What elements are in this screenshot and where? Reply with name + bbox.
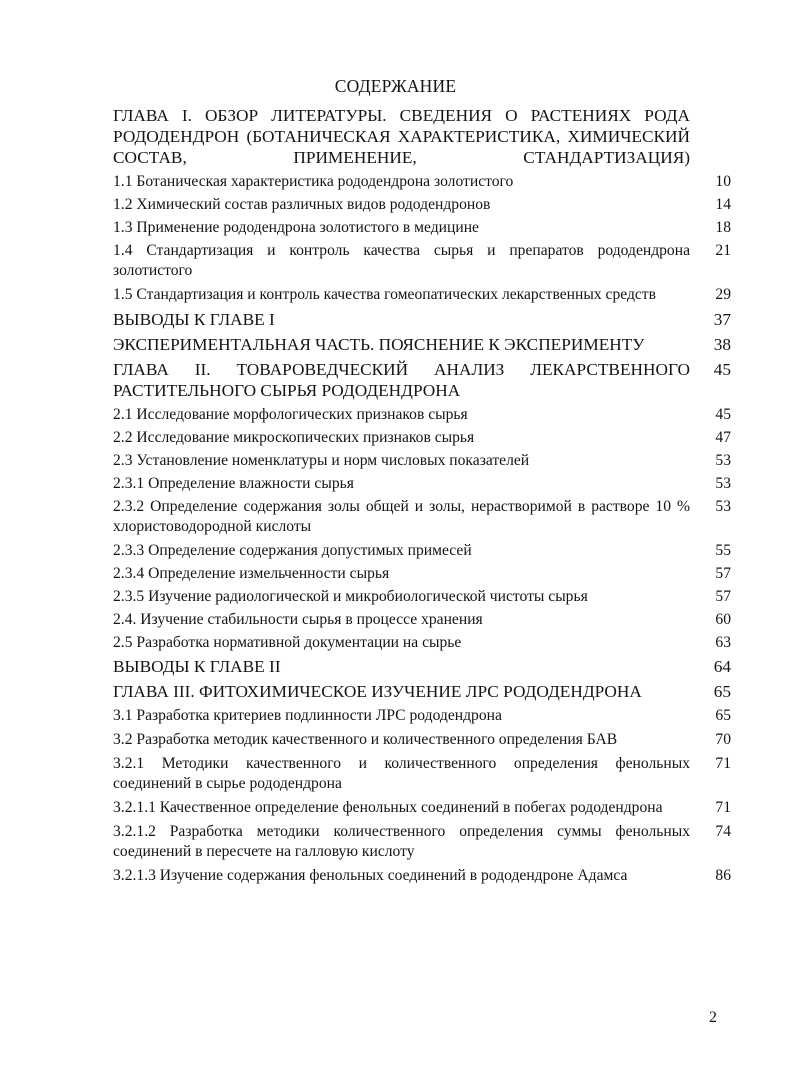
toc-entry-text: 3.2 Разработка методик качественного и количественного определения БАВ: [113, 731, 618, 748]
toc-entry: [113, 241, 731, 281]
toc-entry-page: 71: [715, 799, 731, 816]
toc-entry: [113, 587, 731, 607]
toc-entry: [113, 405, 731, 425]
toc-entry-page: 10: [715, 173, 731, 190]
toc-entry-text: 2.3.5 Изучение радиологической и микробиологической чистоты сырья: [113, 588, 588, 605]
toc-entry: [113, 497, 731, 537]
table-of-contents: [113, 105, 731, 889]
toc-entry-page: 57: [715, 588, 731, 605]
toc-entry-text: 2.3.2 Определение содержания золы общей и золы, нерастворимой в растворе 10 % хлористоводородной кислоты: [113, 498, 690, 535]
toc-entry-text: ГЛАВА I. ОБЗОР ЛИТЕРАТУРЫ. СВЕДЕНИЯ О РАСТЕНИЯХ РОДА РОДОДЕНДРОН (БОТАНИЧЕСКАЯ ХАРАКТЕРИСТИКА, ХИМИЧЕСКИЙ СОСТАВ, ПРИМЕНЕНИЕ, СТАНДАРТИЗАЦИЯ): [113, 106, 690, 167]
toc-entry-page: 21: [715, 242, 731, 259]
toc-entry-text: 2.2 Исследование микроскопических признаков сырья: [113, 429, 475, 446]
toc-entry-text: ГЛАВА II. ТОВАРОВЕДЧЕСКИЙ АНАЛИЗ ЛЕКАРСТВЕННОГО РАСТИТЕЛЬНОГО СЫРЬЯ РОДОДЕНДРОНА: [113, 360, 690, 400]
toc-entry-text: 2.3 Установление номенклатуры и норм числовых показателей: [113, 452, 530, 469]
toc-entry: [113, 428, 731, 448]
toc-entry-text: 3.1 Разработка критериев подлинности ЛРС рододендрона: [113, 707, 502, 724]
toc-entry: [113, 822, 731, 862]
toc-entry-page: 71: [715, 755, 731, 772]
toc-entry: [113, 633, 731, 653]
toc-entry-experimental-part: [113, 334, 731, 355]
toc-entry-chapter-1: [113, 105, 731, 168]
toc-entry: [113, 285, 731, 305]
toc-entry-page: 45: [713, 360, 731, 379]
toc-entry-text: ВЫВОДЫ К ГЛАВЕ I: [113, 310, 275, 329]
toc-entry-page: 60: [715, 611, 731, 628]
toc-entry-page: 14: [715, 196, 731, 213]
toc-entry-page: 37: [713, 310, 731, 329]
toc-entry-page: 74: [715, 823, 731, 840]
toc-entry-chapter-3: [113, 681, 731, 702]
toc-entry: [113, 474, 731, 494]
toc-entry-text: 1.5 Стандартизация и контроль качества гомеопатических лекарственных средств: [113, 286, 656, 303]
toc-entry-text: 3.2.1.2 Разработка методики количественного определения суммы фенольных соединений в пересчете на галловую кислоту: [113, 823, 690, 860]
toc-entry-text: 3.2.1.1 Качественное определение фенольных соединений в побегах рододендрона: [113, 799, 663, 816]
toc-entry: [113, 866, 731, 886]
toc-entry-page: 65: [713, 682, 731, 701]
toc-entry-page: 63: [715, 634, 731, 651]
toc-entry: [113, 730, 731, 750]
toc-entry-text: 1.3 Применение рододендрона золотистого в медицине: [113, 219, 479, 236]
toc-entry: [113, 172, 731, 192]
toc-entry-text: 1.2 Химический состав различных видов рододендронов: [113, 196, 491, 213]
toc-entry-text: ВЫВОДЫ К ГЛАВЕ II: [113, 657, 281, 676]
toc-entry-page: 18: [715, 219, 731, 236]
toc-entry-page: 53: [715, 475, 731, 492]
toc-entry-text: 3.2.1 Методики качественного и количественного определения фенольных соединений в сырье рододендрона: [113, 755, 690, 792]
toc-entry: [113, 798, 731, 818]
toc-entry-page: 57: [715, 565, 731, 582]
toc-entry-page: 29: [715, 286, 731, 303]
toc-entry-text: 2.5 Разработка нормативной документации на сырье: [113, 634, 462, 651]
toc-entry: [113, 564, 731, 584]
toc-entry-conclusions-1: [113, 309, 731, 330]
toc-entry-text: 2.3.1 Определение влажности сырья: [113, 475, 354, 492]
toc-entry-text: ГЛАВА III. ФИТОХИМИЧЕСКОЕ ИЗУЧЕНИЕ ЛРС РОДОДЕНДРОНА: [113, 682, 642, 701]
toc-entry-text: 2.4. Изучение стабильности сырья в процессе хранения: [113, 611, 483, 628]
toc-entry: [113, 218, 731, 238]
toc-entry: [113, 541, 731, 561]
toc-entry-text: 2.3.4 Определение измельченности сырья: [113, 565, 390, 582]
toc-entry-text: 3.2.1.3 Изучение содержания фенольных соединений в рододендроне Адамса: [113, 867, 628, 884]
toc-entry-page: 53: [715, 452, 731, 469]
toc-entry-page: 55: [715, 542, 731, 559]
toc-entry-page: 64: [713, 657, 731, 676]
page-number: 2: [709, 1009, 717, 1026]
toc-entry-text: 2.1 Исследование морфологических признаков сырья: [113, 406, 468, 423]
toc-entry-page: 45: [715, 406, 731, 423]
toc-entry-page: 47: [715, 429, 731, 446]
toc-entry-chapter-2: [113, 359, 731, 401]
toc-entry-text: 1.1 Ботаническая характеристика рододендрона золотистого: [113, 173, 514, 190]
toc-entry-conclusions-2: [113, 656, 731, 677]
page-title: СОДЕРЖАНИЕ: [334, 76, 457, 96]
toc-entry-text: 2.3.3 Определение содержания допустимых примесей: [113, 542, 472, 559]
toc-entry-page: 65: [715, 707, 731, 724]
toc-entry-page: 70: [715, 731, 731, 748]
toc-entry: [113, 754, 731, 794]
toc-entry-text: ЭКСПЕРИМЕНТАЛЬНАЯ ЧАСТЬ. ПОЯСНЕНИЕ К ЭКСПЕРИМЕНТУ: [113, 335, 645, 354]
toc-entry-text: 1.4 Стандартизация и контроль качества сырья и препаратов рододендрона золотистого: [113, 242, 690, 279]
toc-entry: [113, 610, 731, 630]
toc-entry-page: 86: [715, 867, 731, 884]
toc-entry: [113, 195, 731, 215]
toc-entry-page: 53: [715, 498, 731, 515]
toc-entry-page: 38: [713, 335, 731, 354]
toc-entry: [113, 451, 731, 471]
toc-entry: [113, 706, 731, 726]
